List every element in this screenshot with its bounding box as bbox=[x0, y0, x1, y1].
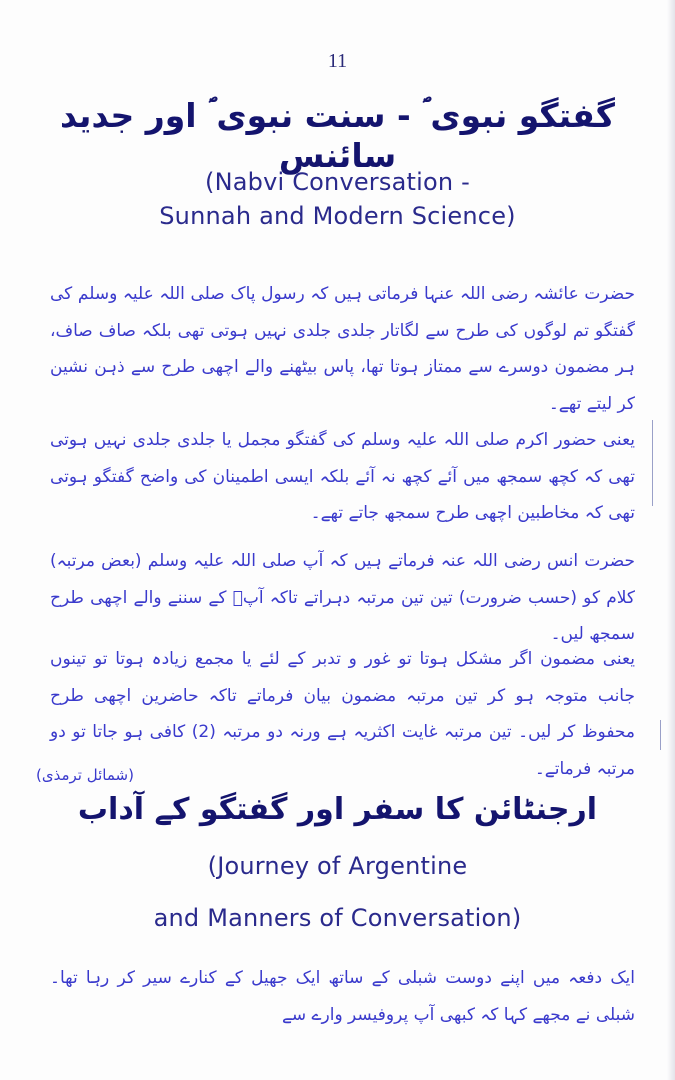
section2-urdu-title: ارجنٹائن کا سفر اور گفتگو کے آداب bbox=[77, 792, 598, 827]
paragraph-1: حضرت عائشہ رضی اللہ عنہا فرماتی ہیں کہ رسول پاک صلی اللہ علیہ وسلم کی گفتگو تم لوگوں کی طرح سے لگاتار جلدی جلدی نہیں ہوتی تھی بلکہ صاف صاف، ہر مضمون دوسرے سے ممتاز ہوتا تھا، پاس بیٹھنے والے اچھی طرح سے ذہن نشین کر لیتے تھے۔ bbox=[50, 284, 635, 414]
paragraph-3: حضرت انس رضی اللہ عنہ فرماتے ہیں کہ آپ صلی اللہ علیہ وسلم (بعض مرتبہ) کلام کو (حسب ضرورت) تین تین مرتبہ دہراتے تاکہ آپؐ کے سننے والے اچھی طرح سمجھ لیں۔ bbox=[50, 551, 635, 644]
margin-mark bbox=[652, 420, 653, 506]
margin-mark bbox=[660, 720, 661, 750]
section1-english-title-line2: Sunnah and Modern Science) bbox=[159, 202, 516, 230]
section1-urdu-title: گفتگو نبوی ؐ - سنت نبوی ؐ اور جدید سائنس bbox=[60, 96, 615, 175]
paragraph-5: ایک دفعہ میں اپنے دوست شبلی کے ساتھ ایک جھیل کے کنارے سیر کر رہا تھا۔ شبلی نے مجھے کہا کہ کبھی آپ پروفیسر وارے سے bbox=[50, 968, 635, 1025]
section2-english-title-line1: (Journey of Argentine bbox=[207, 852, 468, 880]
paragraph-2: یعنی حضور اکرم صلی اللہ علیہ وسلم کی گفتگو مجمل یا جلدی جلدی نہیں ہوتی تھی کہ کچھ سمجھ میں آئے کچھ نہ آئے بلکہ ایسی اطمینان کی واضح گفتگو ہوتی تھی کہ مخاطبین اچھی طرح سمجھ جاتے تھے۔ bbox=[50, 430, 635, 523]
section1-english-title-line1: (Nabvi Conversation - bbox=[205, 168, 470, 196]
section2-english-title-line2: and Manners of Conversation) bbox=[153, 904, 522, 932]
paragraph-4: یعنی مضمون اگر مشکل ہوتا تو غور و تدبر کے لئے یا مجمع زیادہ ہوتا تو تینوں جانب متوجہ ہو کر تین مرتبہ مضمون بیان فرماتے تاکہ حاضرین اچھی طرح محفوظ کر لیں۔ تین مرتبہ غایت اکثریہ ہے ورنہ دو مرتبہ (2) کافی ہو جاتا تو دو مرتبہ فرماتے۔ bbox=[50, 649, 636, 779]
page-number: 11 bbox=[327, 50, 348, 72]
source-note: (شمائل ترمذی) bbox=[36, 766, 134, 784]
